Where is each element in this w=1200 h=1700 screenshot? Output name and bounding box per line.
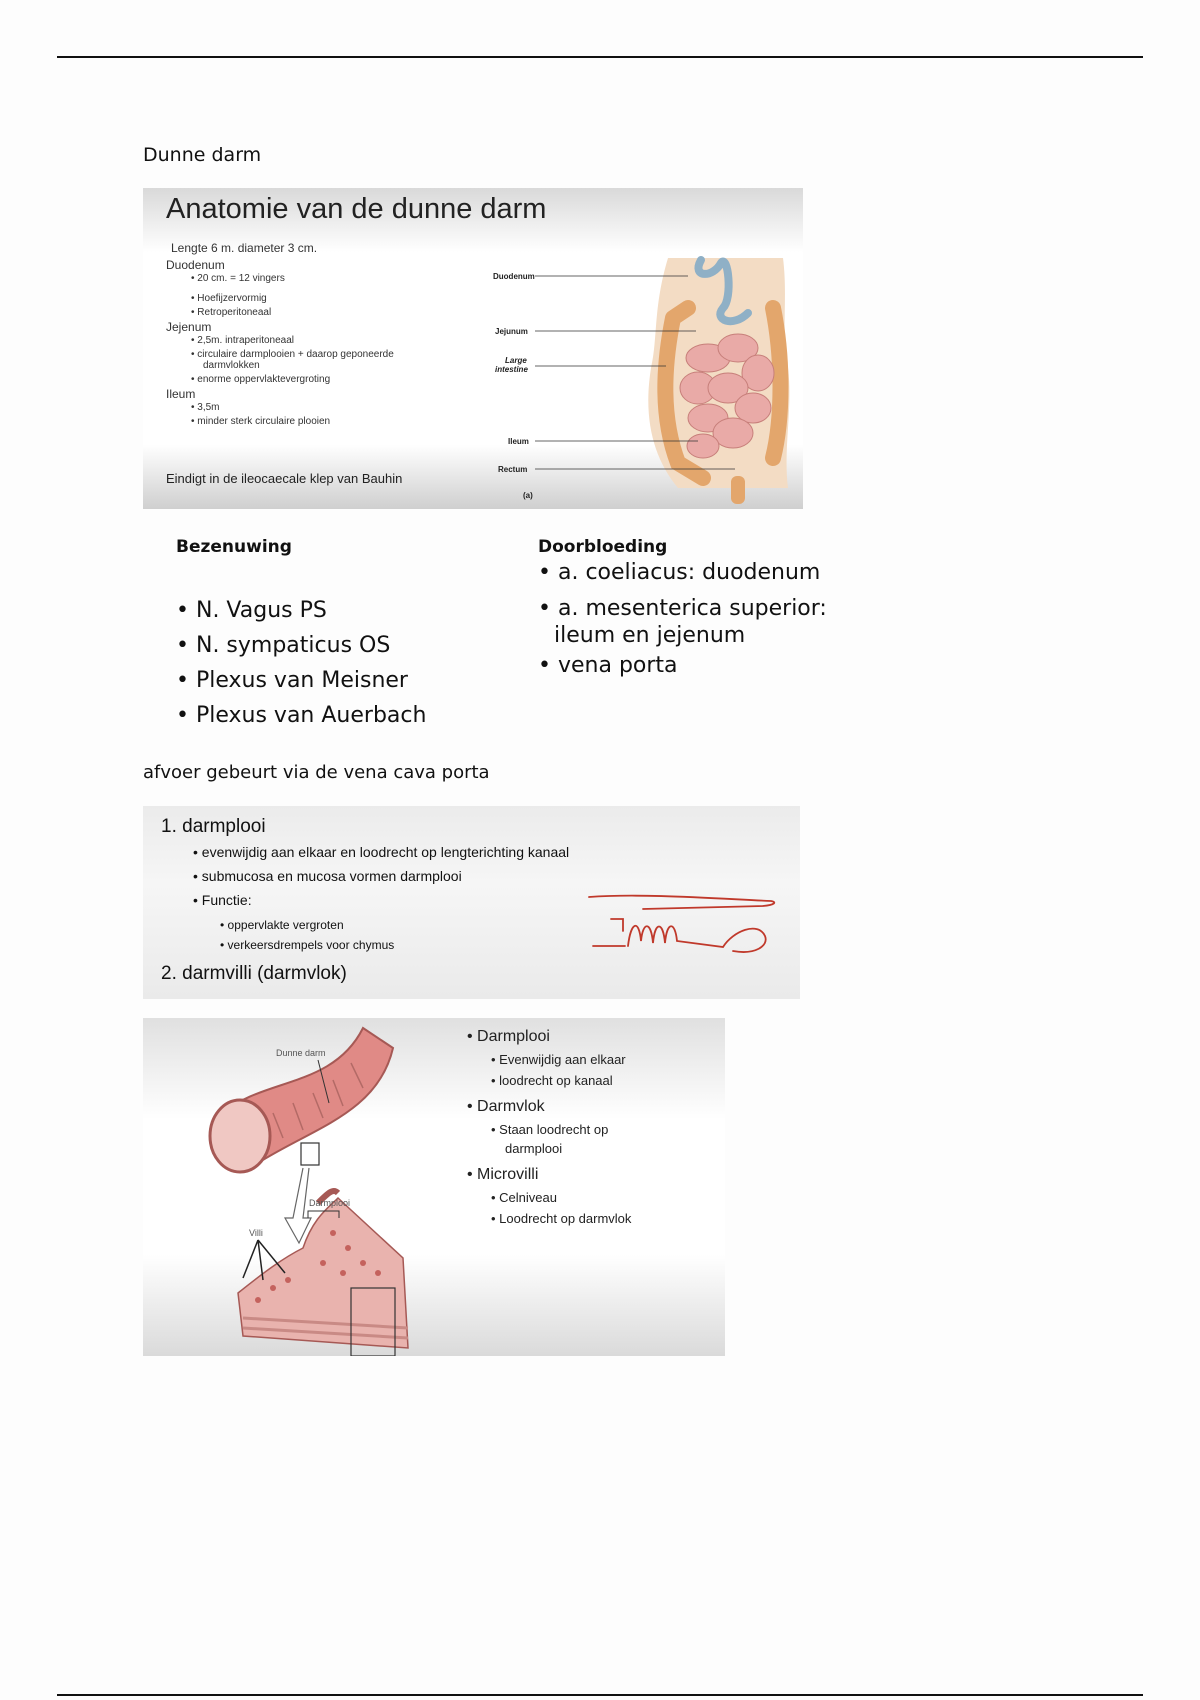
list-item: • 3,5m [191,402,220,413]
rectum-shape [731,476,745,504]
list-item: • evenwijdig aan elkaar en loodrecht op lengterichting kanaal [193,844,570,860]
item-darmvilli: 2. darmvilli (darmvlok) [161,963,347,984]
list-item: • loodrecht op kanaal [491,1073,613,1088]
section-ileum: Ileum [166,387,196,401]
list-item: • vena porta [538,653,678,678]
list-item: • minder sterk circulaire plooien [191,416,331,427]
label-dunne-darm: Dunne darm [276,1048,326,1058]
fold-sketch [583,891,783,961]
blood-supply-title: Doorbloeding [538,537,668,557]
list-item: • a. mesenterica superior: [538,596,827,621]
page-heading: Dunne darm [143,144,262,166]
list-item-continued: darmplooi [505,1141,563,1156]
label-duodenum: Duodenum [493,272,535,281]
drainage-note: afvoer gebeurt via de vena cava porta [143,762,490,783]
label-jejunum: Jejunum [495,327,528,336]
blood-supply-column [538,537,827,683]
list-item: • submucosa en mucosa vormen darmplooi [193,868,462,884]
label-villi: Villi [249,1228,263,1238]
innervation-title: Bezenuwing [176,537,292,557]
list-item: darmvlokken [203,360,260,371]
list-item-continued: ileum en jejenum [554,623,746,648]
down-arrow-icon [285,1168,311,1243]
list-item: • verkeersdrempels voor chymus [220,938,395,952]
list-item: • Retroperitoneaal [191,307,272,318]
anatomy-slide [143,188,803,509]
label-darmplooi: Darmplooi [309,1198,351,1208]
label-rectum: Rectum [498,465,528,474]
list-item: • Staan loodrecht op [491,1122,609,1137]
bottom-rule [57,1694,1143,1696]
label-part-a: (a) [523,491,533,500]
innervation-column [176,537,426,733]
intestinal-wall-illustration [143,1018,453,1356]
slide-footer: Eindigt in de ileocaecale klep van Bauhin [166,471,403,486]
item-darmplooi: 1. darmplooi [161,816,266,837]
list-item: • N. Vagus PS [176,598,327,623]
list-item: • N. sympaticus OS [176,633,391,658]
list-item: • 20 cm. = 12 vingers [191,273,285,284]
section-jejenum: Jejenum [166,320,212,334]
point-microvilli: • Microvilli [467,1166,539,1183]
list-item: • circulaire darmplooien + daarop geponeerde [191,349,394,360]
point-darmplooi: • Darmplooi [467,1028,550,1045]
list-item: • Loodrecht op darmvlok [491,1211,632,1226]
tube-lumen-shape [210,1100,270,1172]
section-duodenum: Duodenum [166,258,225,272]
list-item: • Plexus van Meisner [176,668,408,693]
top-rule [57,56,1143,58]
list-item: • Functie: [193,892,252,908]
list-item: • Evenwijdig aan elkaar [491,1052,626,1067]
label-large: Large [505,356,527,365]
intestine-illustration [483,248,803,509]
villi-slide [143,1018,725,1356]
point-darmvlok: • Darmvlok [467,1098,545,1115]
zoom-box [301,1143,319,1165]
list-item: • Plexus van Auerbach [176,703,427,728]
list-item: • Celniveau [491,1190,557,1205]
label-intestine: intestine [495,365,528,374]
label-ileum: Ileum [508,437,529,446]
list-item: • enorme oppervlaktevergroting [191,374,331,385]
darmplooi-slide [143,806,800,999]
anatomy-list [166,258,394,429]
list-item: • Hoefijzervormig [191,293,267,304]
list-item: • 2,5m. intraperitoneaal [191,335,295,346]
slide-subtitle: Lengte 6 m. diameter 3 cm. [171,241,318,255]
list-item: • oppervlakte vergroten [220,918,344,932]
slide-title: Anatomie van de dunne darm [166,193,547,225]
list-item: • a. coeliacus: duodenum [538,560,821,585]
